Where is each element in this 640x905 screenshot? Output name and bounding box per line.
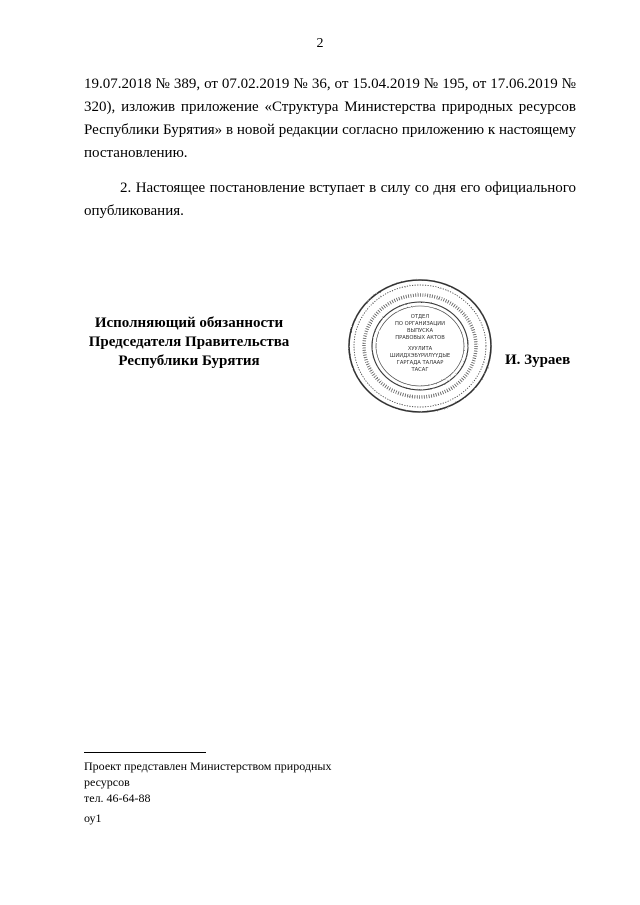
stamp-text-line: ГАРГАДА ТАЛААР <box>396 360 444 366</box>
page-number: 2 <box>316 36 324 51</box>
document-code: оу1 <box>84 811 102 825</box>
official-stamp-seal <box>345 276 495 416</box>
stamp-text-line: ТАСАГ <box>411 367 429 373</box>
stamp-text-line: ПО ОРГАНИЗАЦИИ <box>394 321 446 327</box>
stamp-text-line: ВЫПУСКА <box>406 328 434 334</box>
signature-title-line: Республики Бурятия <box>118 353 260 369</box>
stamp-text-line: ХУУЛИТА <box>407 346 433 352</box>
footnote <box>84 758 384 806</box>
stamp-text-line: ШИИДХЭБҮРИЛҮҮДЫЕ <box>389 353 451 359</box>
stamp-text-line: ПРАВОВЫХ АКТОВ <box>395 335 445 341</box>
footnote-line: ресурсов <box>84 775 130 789</box>
paragraph-effective-date: 2. Настоящее постановление вступает в силу со дня его официального опубликования. <box>84 180 576 219</box>
signature-title-line: Исполняющий обязанности <box>94 315 284 331</box>
stamp-text-line: ОТДЕЛ <box>410 314 430 320</box>
footnote-line: тел. 46-64-88 <box>84 791 151 805</box>
footnote-line: Проект представлен Министерством природных <box>84 759 332 773</box>
footnote-separator <box>84 752 206 753</box>
signature-title <box>84 314 294 371</box>
signer-name: И. Зураев <box>505 352 571 368</box>
signature-title-line: Председателя Правительства <box>88 334 290 350</box>
paragraph-continuation: 19.07.2018 № 389, от 07.02.2019 № 36, от 15.04.2019 № 195, от 17.06.2019 № 320), изложив приложение «Структура Министерства природных ресурсов Республики Бурятия» в новой редакции согласно приложению к настоящему постановлению. <box>84 76 576 161</box>
